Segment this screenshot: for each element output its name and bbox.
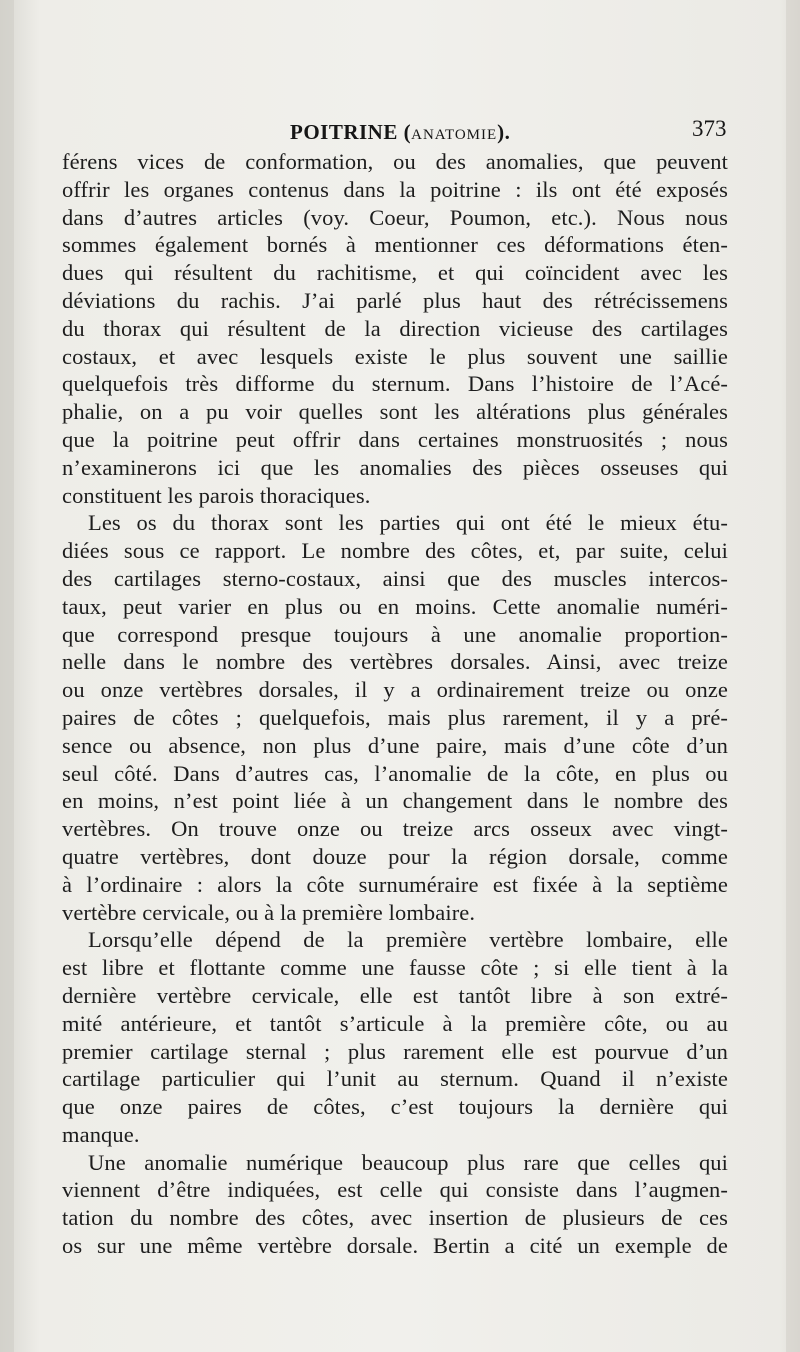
text-line: dans d’autres articles (voy. Coeur, Poumon, etc.). Nous nous <box>62 204 728 230</box>
text-line: à l’ordinaire : alors la côte surnuméraire est fixée à la septième <box>62 871 728 897</box>
text-line: mité antérieure, et tantôt s’articule à la première côte, ou au <box>62 1010 728 1036</box>
text-line: sommes également bornés à mentionner ces déformations éten- <box>62 232 728 258</box>
text-line: Une anomalie numérique beaucoup plus rare que celles qui <box>88 1149 728 1175</box>
page-header <box>0 114 800 148</box>
running-head-end: ). <box>497 120 511 144</box>
text-line: phalie, on a pu voir quelles sont les altérations plus générales <box>62 399 728 425</box>
text-line: déviations du rachis. J’ai parlé plus haut des rétrécissemens <box>62 287 728 313</box>
running-head-sub: anatomie <box>411 120 498 144</box>
text-line: sence ou absence, non plus d’une paire, mais d’une côte d’un <box>62 732 728 758</box>
text-line: des cartilages sterno-costaux, ainsi que des muscles intercos- <box>62 565 728 591</box>
text-line: que correspond presque toujours à une anomalie proportion- <box>62 621 728 647</box>
text-line: vertèbres. On trouve onze ou treize arcs osseux avec vingt- <box>62 816 728 842</box>
text-line: férens vices de conformation, ou des anomalies, que peuvent <box>62 149 728 174</box>
page-number: 373 <box>692 116 727 141</box>
text-line: en moins, n’est point liée à un changement dans le nombre des <box>62 788 728 814</box>
text-line: que onze paires de côtes, c’est toujours la dernière qui <box>62 1094 728 1120</box>
text-line: dernière vertèbre cervicale, elle est tantôt libre à son extré- <box>62 982 728 1008</box>
text-line: diées sous ce rapport. Le nombre des côtes, et, par suite, celui <box>62 538 728 564</box>
running-head <box>290 120 510 145</box>
text-line: quelquefois très difforme du sternum. Dans l’histoire de l’Acé- <box>62 371 728 397</box>
text-line: cartilage particulier qui l’unit au sternum. Quand il n’existe <box>62 1066 728 1092</box>
running-head-main: POITRINE ( <box>290 120 412 144</box>
text-line: nelle dans le nombre des vertèbres dorsales. Ainsi, avec treize <box>62 649 728 675</box>
text-line: dues qui résultent du rachitisme, et qui coïncident avec les <box>62 260 728 286</box>
text-line: n’examinerons ici que les anomalies des pièces osseuses qui <box>62 454 728 480</box>
text-line: que la poitrine peut offrir dans certaines monstruosités ; nous <box>62 426 728 452</box>
text-line: premier cartilage sternal ; plus rarement elle est pourvue d’un <box>62 1038 728 1064</box>
text-line: taux, peut varier en plus ou en moins. Cette anomalie numéri- <box>62 593 728 619</box>
text-line: costaux, et avec lesquels existe le plus souvent une saillie <box>62 343 728 369</box>
text-line: Les os du thorax sont les parties qui ont été le mieux étu- <box>88 510 728 536</box>
text-line: seul côté. Dans d’autres cas, l’anomalie de la côte, en plus ou <box>62 760 728 786</box>
text-line: quatre vertèbres, dont douze pour la région dorsale, comme <box>62 843 728 869</box>
text-line: ou onze vertèbres dorsales, il y a ordinairement treize ou onze <box>62 677 728 703</box>
text-line: constituent les parois thoraciques. <box>62 482 371 508</box>
text-line: du thorax qui résultent de la direction vicieuse des cartilages <box>62 315 728 341</box>
text-line: Lorsqu’elle dépend de la première vertèbre lombaire, elle <box>88 927 728 953</box>
text-line: est libre et flottante comme une fausse côte ; si elle tient à la <box>62 955 728 981</box>
body-text <box>62 148 728 1260</box>
text-line: offrir les organes contenus dans la poitrine : ils ont été exposés <box>62 176 728 202</box>
text-line: tation du nombre des côtes, avec insertion de plusieurs de ces <box>62 1205 728 1231</box>
text-line: vertèbre cervicale, ou à la première lombaire. <box>62 899 476 925</box>
text-line: viennent d’être indiquées, est celle qui consiste dans l’augmen- <box>62 1177 728 1203</box>
text-line: os sur une même vertèbre dorsale. Bertin a cité un exemple de <box>62 1233 728 1259</box>
text-line: paires de côtes ; quelquefois, mais plus rarement, il y a pré- <box>62 704 728 730</box>
text-line: manque. <box>62 1121 140 1147</box>
